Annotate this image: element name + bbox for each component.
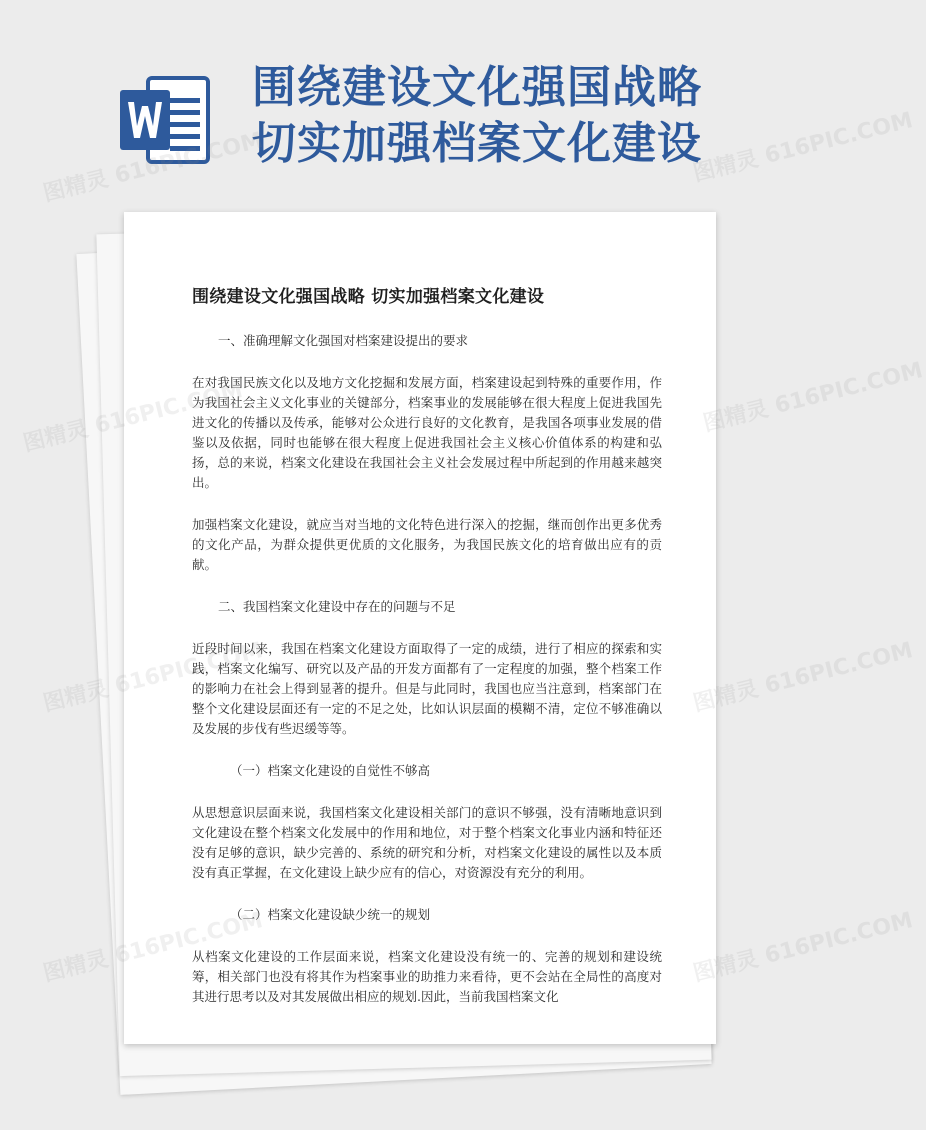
watermark-text: 图精灵 616PIC.COM	[690, 908, 916, 987]
document-page	[124, 212, 716, 1044]
subsection-heading: （一）档案文化建设的自觉性不够高	[230, 763, 431, 778]
body-paragraph: 从档案文化建设的工作层面来说，档案文化建设没有统一的、完善的规划和建设统筹，相关部门也没有将其作为档案事业的助推力来看待，更不会站在全局性的高度对其进行思考以及对其发展做出相应的规划.因此，当前我国档案文化	[192, 949, 662, 1004]
document-body	[192, 331, 662, 1007]
banner	[0, 0, 800, 200]
body-paragraph: 在对我国民族文化以及地方文化挖掘和发展方面，档案建设起到特殊的重要作用，作为我国社会主义文化事业的关键部分，档案事业的发展能够在很大程度上促进我国先进文化的传播以及传承，能够对公众进行良好的文化教育，是我国各项事业发展的借鉴以及依据，同时也能够在很大程度上促进我国社会主义核心价值体系的构建和弘扬，总的来说，档案文化建设在我国社会主义社会发展过程中所起到的作用越来越突出。	[192, 375, 662, 490]
watermark-text: 图精灵 616PIC.COM	[700, 358, 926, 437]
body-paragraph: 从思想意识层面来说，我国档案文化建设相关部门的意识不够强，没有清晰地意识到文化建设在整个档案文化发展中的作用和地位，对于整个档案文化事业内涵和特征还没有足够的意识，缺少完善的、系统的研究和分析，对档案文化建设的属性以及本质没有真正掌握，在文化建设上缺少应有的信心，对资源没有充分的利用。	[192, 805, 662, 880]
body-paragraph: 近段时间以来，我国在档案文化建设方面取得了一定的成绩，进行了相应的探索和实践，档案文化编写、研究以及产品的开发方面都有了一定程度的加强，整个档案工作的影响力在社会上得到显著的提升。但是与此同时，我国也应当注意到，档案部门在整个文化建设层面还有一定的不足之处，比如认识层面的模糊不清，定位不够准确以及发展的步伐有些迟缓等等。	[192, 641, 662, 736]
word-document-icon	[118, 72, 214, 168]
watermark-text: 图精灵 616PIC.COM	[40, 128, 266, 207]
banner-title-line-1: 围绕建设文化强国战略	[252, 62, 702, 113]
banner-title	[252, 60, 792, 172]
section-heading: 二、我国档案文化建设中存在的问题与不足	[218, 599, 456, 614]
body-paragraph: 加强档案文化建设，就应当对当地的文化特色进行深入的挖掘，继而创作出更多优秀的文化产品，为群众提供更优质的文化服务，为我国民族文化的培育做出应有的贡献。	[192, 517, 662, 572]
watermark-text: 图精灵	[40, 946, 111, 987]
document-content	[192, 282, 662, 1029]
watermark-text: 图精灵 616PIC.COM	[690, 638, 916, 717]
watermark-text: 图精灵	[20, 416, 91, 457]
subsection-heading: （二）档案文化建设缺少统一的规划	[230, 907, 431, 922]
document-title: 围绕建设文化强国战略 切实加强档案文化建设	[192, 287, 545, 307]
watermark-text: 图精灵 616PIC.COM	[690, 108, 916, 187]
banner-title-line-2: 切实加强档案文化建设	[252, 118, 702, 169]
watermark-text: 图精灵	[40, 676, 111, 717]
section-heading: 一、准确理解文化强国对档案建设提出的要求	[218, 333, 469, 348]
